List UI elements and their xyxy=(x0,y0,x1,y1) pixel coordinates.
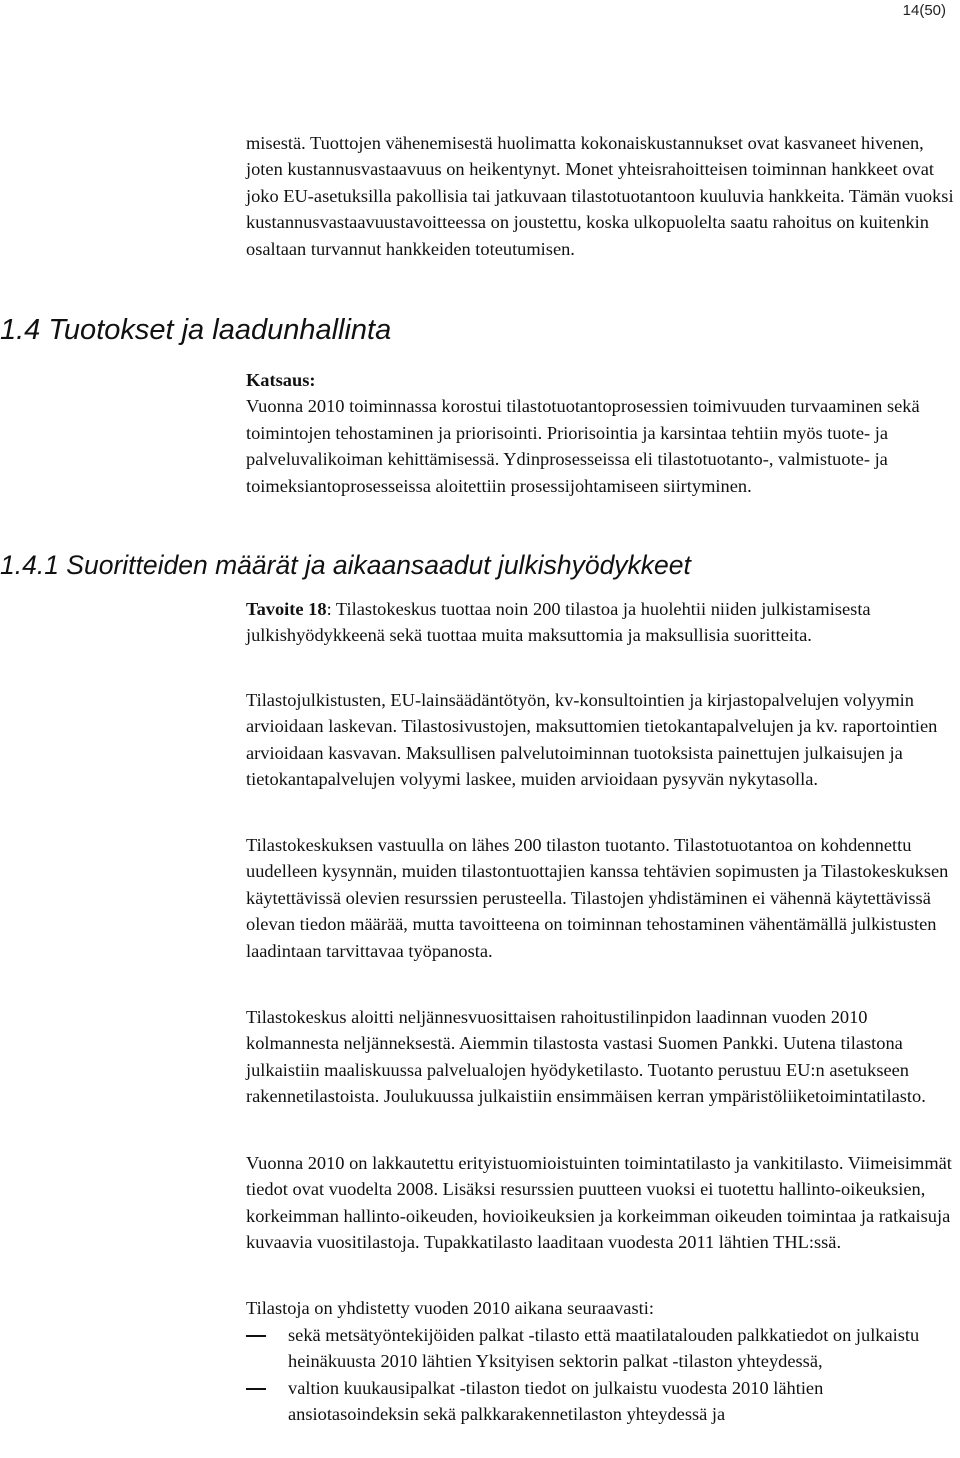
tavoite-label: Tavoite 18 xyxy=(246,599,327,619)
katsaus-text: Vuonna 2010 toiminnassa korostui tilastotuotantoprosessien toimivuuden turvaaminen sekä toimintojen tehostaminen ja priorisointi. Priorisointia ja karsintaa tehtiin myös tuote- ja palveluvalikoiman kehittämisessä. Ydinprosesseissa eli tilastotuotanto-, valmistuote- ja toimeksiantoprosesseissa aloitettiin prosessijohtamiseen siirtyminen. xyxy=(246,396,920,496)
list-item-text: sekä metsätyöntekijöiden palkat -tilasto että maatilatalouden palkkatiedot on julkaistu heinäkuusta 2010 lähtien Yksityisen sektorin palkat -tilaston yhteydessä, xyxy=(288,1325,920,1372)
paragraph-combined-intro: Tilastoja on yhdistetty vuoden 2010 aikana seuraavasti: xyxy=(246,1298,654,1318)
list-item xyxy=(246,1375,958,1428)
tavoite-text: : Tilastokeskus tuottaa noin 200 tilastoa ja huolehtii niiden julkistamisesta julkishyödykkeenä sekä tuottaa muita maksuttomia ja maksullisia suoritteita. xyxy=(246,599,871,646)
katsaus-label: Katsaus: xyxy=(246,370,316,390)
dash-bullet-icon xyxy=(246,1388,266,1390)
paragraph-discontinued: Vuonna 2010 on lakkautettu erityistuomioistuinten toimintatilasto ja vankitilasto. Viimeisimmät tiedot ovat vuodelta 2008. Lisäksi resurssien puutteen vuoksi ei tuotettu hallinto-oikeuksien, korkeimman hallinto-oikeuden, hovioikeuksien ja korkeimman oikeuden toimintaa ja ratkaisuja kuvaavia vuositilastoja. Tupakkatilasto laaditaan vuodesta 2011 lähtien THL:ssä. xyxy=(246,1153,952,1253)
dash-bullet-icon xyxy=(246,1335,266,1337)
katsaus-block xyxy=(246,367,958,499)
list-item-text: valtion kuukausipalkat -tilaston tiedot on julkaistu vuodesta 2010 lähtien ansiotasoindeksin sekä palkkarakennetilaston yhteydessä ja xyxy=(288,1377,824,1425)
intro-paragraph: misestä. Tuottojen vähenemisestä huolimatta kokonaiskustannukset ovat kasvaneet hivenen, joten kustannusvastaavuus on heikentynyt. Monet yhteisrahoitteisen toiminnan hankkeet ovat joko EU-asetuksilla pakollisia tai jatkuvaan tilastotuotantoon kuuluvia hankkeita. Tämän vuoksi kustannusvastaavuustavoitteessa on joustettu, koska ulkopuolelta saatu rahoitus on kuitenkin osaltaan turvannut hankkeiden toteutumisen. xyxy=(246,133,954,259)
paragraph-production: Tilastokeskuksen vastuulla on lähes 200 tilaston tuotanto. Tilastotuotantoa on kohdennettu uudelleen kysynnän, muiden tilastontuottajien kanssa tehtävien sopimusten ja Tilastokeskuksen käytettävissä olevien resurssien perusteella. Tilastojen yhdistäminen ei vähennä käytettävissä olevan tiedon määrää, mutta tavoitteena on toiminnan tehostaminen vähentämällä julkistusten laadintaan tarvittavaa työpanosta. xyxy=(246,835,949,961)
section-heading: 1.4 Tuotokset ja laadunhallinta xyxy=(0,314,392,346)
page-number: 14(50) xyxy=(902,2,946,19)
paragraph-new-statistics: Tilastokeskus aloitti neljännesvuosittaisen rahoitustilinpidon laadinnan vuoden 2010 kolmannesta neljänneksestä. Aiemmin tilastosta vastasi Suomen Pankki. Uutena tilastona julkaistiin maaliskuussa palvelualojen hyödyketilasto. Tuotanto perustuu EU:n asetukseen rakennetilastoista. Joulukuussa julkaistiin ensimmäisen kerran ympäristöliiketoimintatilasto. xyxy=(246,1007,926,1107)
list-item xyxy=(246,1322,958,1375)
combined-statistics-list xyxy=(246,1322,958,1428)
tavoite-paragraph xyxy=(246,596,958,649)
paragraph-volumes: Tilastojulkistusten, EU-lainsäädäntötyön, kv-konsultointien ja kirjastopalvelujen volyymin arvioidaan laskevan. Tilastosivustojen, maksuttomien tietokantapalvelujen ja kv. raportointien arvioidaan kasvavan. Maksullisen palvelutoiminnan tuotoksista painettujen julkaisujen ja tietokantapalvelujen volyymi laskee, muiden arvioidaan pysyvän nykytasolla. xyxy=(246,690,938,790)
subsection-heading: 1.4.1 Suoritteiden määrät ja aikaansaadut julkishyödykkeet xyxy=(0,550,691,580)
